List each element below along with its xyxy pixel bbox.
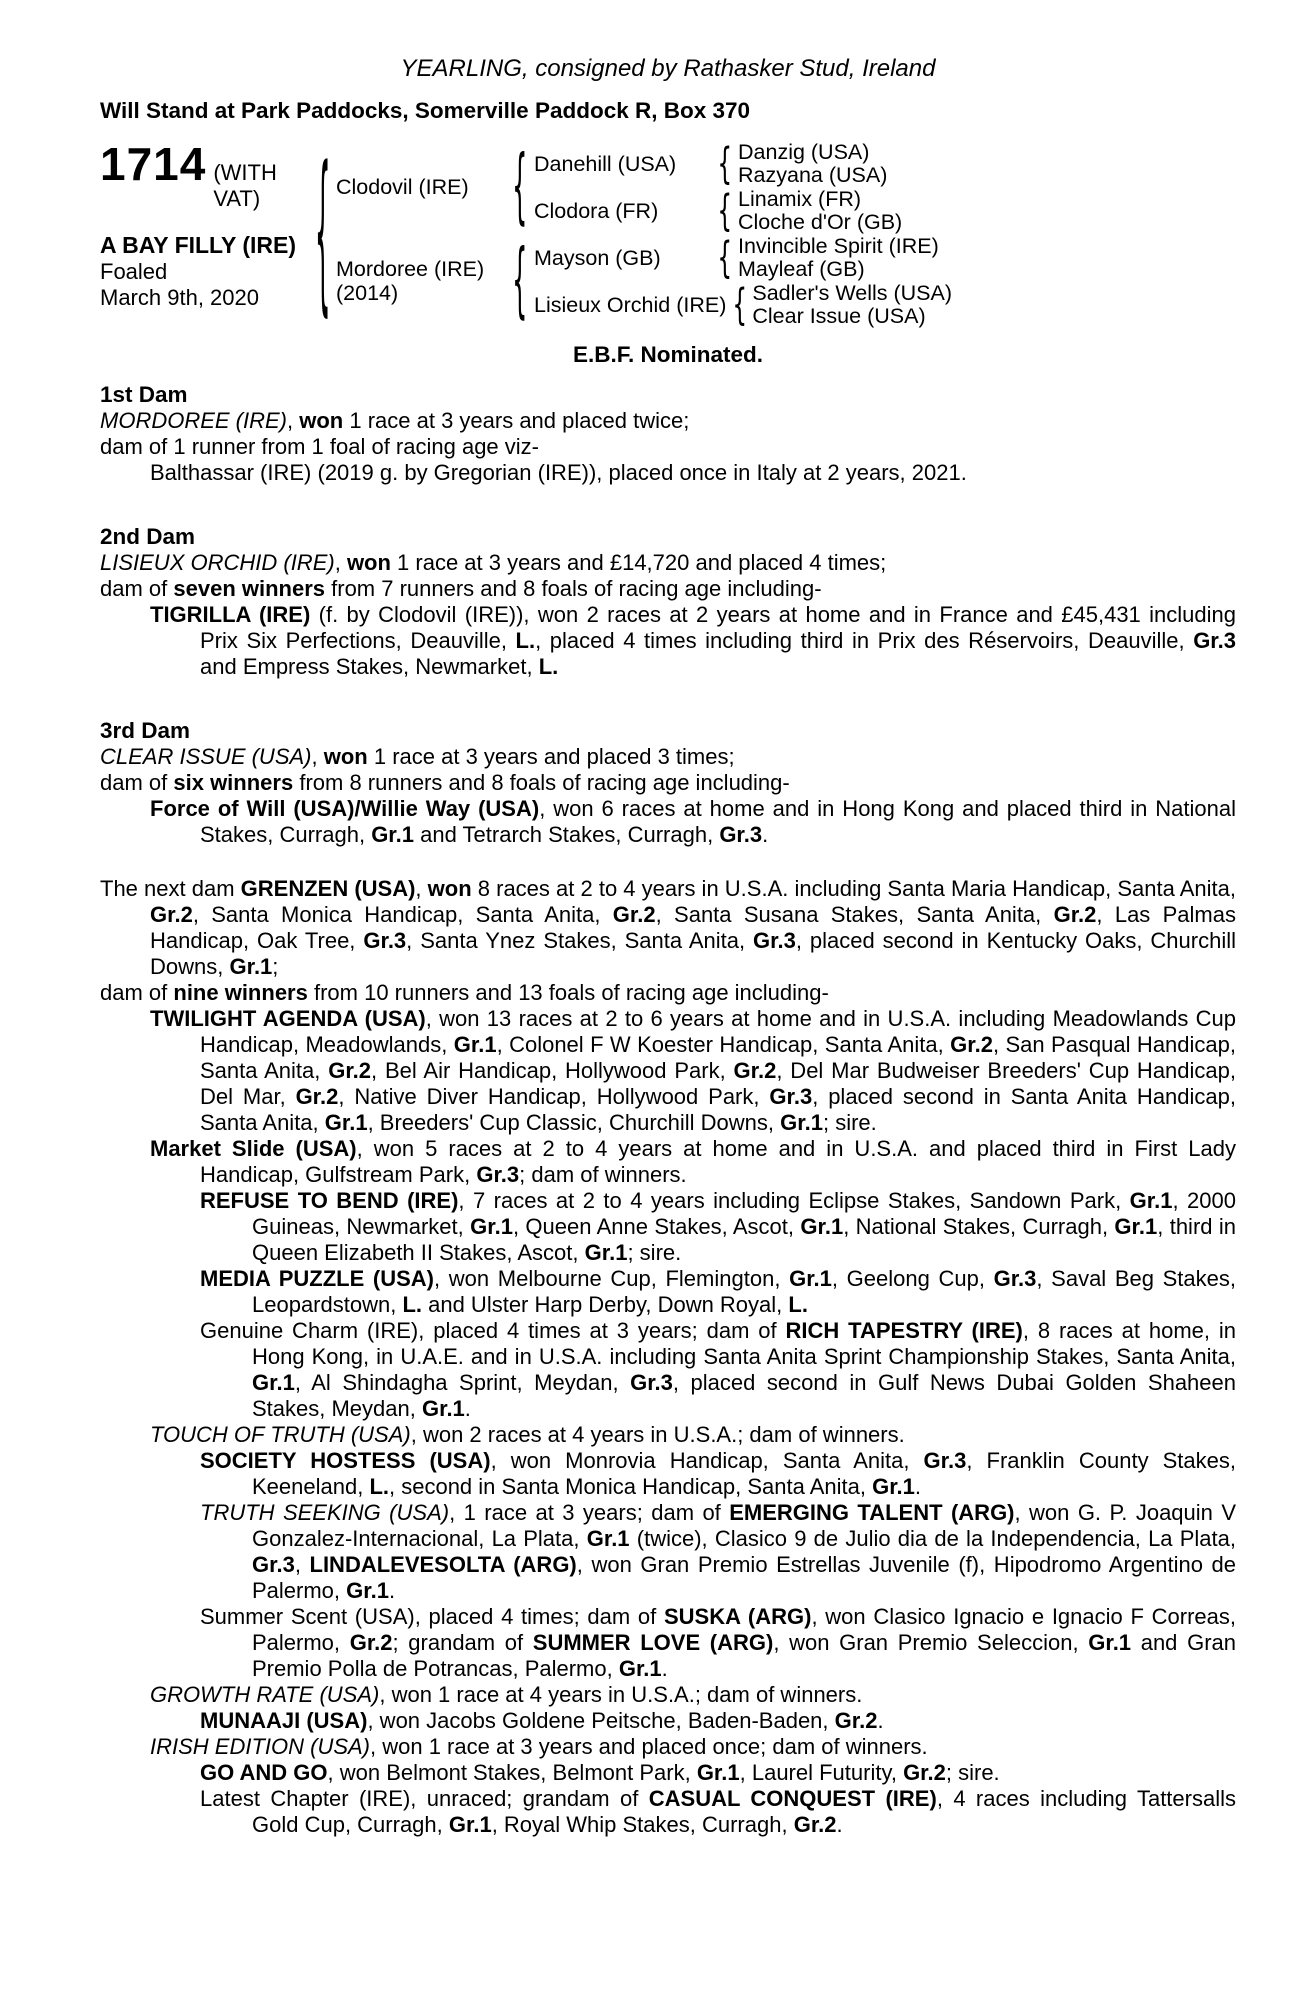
text-segment: Gr.1 bbox=[584, 1240, 628, 1265]
text-segment: EMERGING TALENT (ARG) bbox=[729, 1500, 1015, 1525]
text-segment: . bbox=[388, 1578, 396, 1603]
text-segment: Gr.1 bbox=[789, 1266, 832, 1291]
catalogue-paragraph bbox=[150, 796, 1236, 848]
text-segment: dam of bbox=[100, 576, 174, 601]
catalogue-paragraph bbox=[200, 1604, 1236, 1682]
gen3-name: Linamix (FR) bbox=[738, 186, 862, 211]
text-segment: , placed second in Kentucky Oaks, Churchill Downs, bbox=[150, 928, 1237, 979]
text-segment: LISIEUX ORCHID (IRE) bbox=[100, 550, 335, 575]
catalogue-section bbox=[100, 382, 1236, 486]
catalogue-section bbox=[100, 718, 1236, 848]
text-segment: Gr.2 bbox=[1053, 902, 1097, 927]
gen3-name: Clear Issue (USA) bbox=[752, 303, 926, 328]
catalogue-section bbox=[100, 524, 1236, 680]
pedigree-brace: { bbox=[717, 139, 733, 188]
text-segment: Gr.2 bbox=[150, 902, 193, 927]
text-segment: Gr.2 bbox=[950, 1032, 993, 1057]
text-segment: Gr.3 bbox=[1193, 628, 1236, 653]
gen3-name: Cloche d'Or (GB) bbox=[738, 209, 903, 234]
text-segment: Gr.2 bbox=[793, 1812, 837, 1837]
text-segment: , 2000 Guineas, Newmarket, bbox=[252, 1188, 1236, 1239]
text-segment: Gr.1 bbox=[252, 1370, 295, 1395]
text-segment: dam of bbox=[100, 770, 174, 795]
text-segment: from 8 runners and 8 foals of racing age including- bbox=[293, 770, 790, 795]
text-segment: TOUCH OF TRUTH (USA) bbox=[150, 1422, 411, 1447]
text-segment: IRISH EDITION (USA) bbox=[150, 1734, 371, 1759]
text-segment: TRUTH SEEKING (USA) bbox=[200, 1500, 450, 1525]
text-segment: Gr.1 bbox=[872, 1474, 915, 1499]
text-segment: , Santa Ynez Stakes, Santa Anita, bbox=[406, 928, 754, 953]
text-segment: The next dam bbox=[100, 876, 241, 901]
sire-name: Clodovil (IRE) bbox=[336, 175, 469, 199]
text-segment: Gr.1 bbox=[1114, 1214, 1158, 1239]
catalogue-paragraph bbox=[200, 1318, 1236, 1422]
text-segment: Gr.2 bbox=[612, 902, 656, 927]
text-segment: , 7 races at 2 to 4 years including Eclipse Stakes, Sandown Park, bbox=[458, 1188, 1130, 1213]
text-segment: Gr.1 bbox=[453, 1032, 497, 1057]
text-segment: , Geelong Cup, bbox=[831, 1266, 994, 1291]
text-segment: Gr.1 bbox=[618, 1656, 662, 1681]
text-segment: LINDALEVESOLTA (ARG) bbox=[309, 1552, 577, 1577]
text-segment: CLEAR ISSUE (USA) bbox=[100, 744, 312, 769]
text-segment: Gr.2 bbox=[349, 1630, 393, 1655]
gen3-name: Sadler's Wells (USA) bbox=[752, 280, 953, 305]
text-segment: ; sire. bbox=[822, 1110, 877, 1135]
gen3-name: Mayleaf (GB) bbox=[738, 256, 865, 281]
catalogue-paragraph bbox=[100, 550, 1236, 576]
text-segment: and Empress Stakes, Newmarket, bbox=[200, 654, 539, 679]
text-segment: , bbox=[294, 1552, 310, 1577]
catalogue-paragraph bbox=[200, 1188, 1236, 1266]
text-segment: Market Slide (USA) bbox=[150, 1136, 357, 1161]
text-segment: , Queen Anne Stakes, Ascot, bbox=[512, 1214, 801, 1239]
text-segment: dam of 1 runner from 1 foal of racing age viz- bbox=[100, 434, 539, 459]
text-segment: , won Jacobs Goldene Peitsche, Baden-Baden, bbox=[367, 1708, 835, 1733]
text-segment: (f. by Clodovil (IRE)), won 2 races at 2 years at home and in France and £45,431 including Prix Six Perfections, Deauville, bbox=[200, 602, 1236, 653]
text-segment: MORDOREE (IRE) bbox=[100, 408, 287, 433]
text-segment: Gr.1 bbox=[470, 1214, 513, 1239]
text-segment: Force of Will (USA)/Willie Way (USA) bbox=[150, 796, 540, 821]
pedigree-brace: { bbox=[717, 233, 733, 282]
sire-sire-name: Danehill (USA) bbox=[534, 151, 677, 176]
text-segment: , Santa Monica Handicap, Santa Anita, bbox=[192, 902, 613, 927]
text-segment: MUNAAJI (USA) bbox=[200, 1708, 368, 1733]
text-segment: Gr.1 bbox=[800, 1214, 844, 1239]
text-segment: Gr.1 bbox=[448, 1812, 492, 1837]
catalogue-paragraph bbox=[150, 1422, 1236, 1448]
text-segment: L. bbox=[515, 628, 536, 653]
text-segment: Gr.2 bbox=[733, 1058, 777, 1083]
text-segment: seven winners bbox=[173, 576, 326, 601]
text-segment: SOCIETY HOSTESS (USA) bbox=[200, 1448, 491, 1473]
text-segment: , won 1 race at 4 years in U.S.A.; dam of winners. bbox=[379, 1682, 863, 1707]
catalogue-paragraph bbox=[100, 408, 1236, 434]
text-segment: . bbox=[836, 1812, 843, 1837]
text-segment: Gr.3 bbox=[753, 928, 796, 953]
text-segment: , placed second in Santa Anita Handicap, Santa Anita, bbox=[200, 1084, 1236, 1135]
text-segment: dam of bbox=[100, 980, 174, 1005]
text-segment: Gr.1 bbox=[780, 1110, 823, 1135]
catalogue-paragraph bbox=[100, 576, 1236, 602]
pedigree-block bbox=[100, 133, 1236, 335]
pedigree-brace: { bbox=[717, 186, 733, 235]
text-segment: , bbox=[334, 550, 347, 575]
text-segment: , Royal Whip Stakes, Curragh, bbox=[491, 1812, 794, 1837]
text-segment: , won 2 races at 4 years in U.S.A.; dam of winners. bbox=[410, 1422, 905, 1447]
catalogue-section bbox=[100, 876, 1236, 1838]
ebf-nominated-line: E.B.F. Nominated. bbox=[572, 342, 764, 367]
text-segment: Gr.3 bbox=[630, 1370, 673, 1395]
text-segment: Gr.1 bbox=[324, 1110, 368, 1135]
catalogue-paragraph bbox=[100, 434, 1236, 460]
text-segment: , won Belmont Stakes, Belmont Park, bbox=[327, 1760, 697, 1785]
catalogue-paragraph bbox=[150, 1734, 1236, 1760]
text-segment: Gr.1 bbox=[421, 1396, 465, 1421]
text-segment: TWILIGHT AGENDA (USA) bbox=[150, 1006, 426, 1031]
text-segment: Gr.3 bbox=[719, 822, 763, 847]
text-segment: and Tetrarch Stakes, Curragh, bbox=[414, 822, 720, 847]
consignor-line: YEARLING, consigned by Rathasker Stud, Ireland bbox=[400, 55, 936, 82]
text-segment: , National Stakes, Curragh, bbox=[843, 1214, 1115, 1239]
text-segment: , 1 race at 3 years; dam of bbox=[449, 1500, 730, 1525]
text-segment: , Saval Beg Stakes, Leopardstown, bbox=[252, 1266, 1236, 1317]
text-segment: won bbox=[427, 876, 472, 901]
text-segment: , Breeders' Cup Classic, Churchill Downs, bbox=[367, 1110, 781, 1135]
catalogue-paragraph bbox=[150, 1136, 1236, 1188]
text-segment: ; grandam of bbox=[392, 1630, 533, 1655]
dam-section-heading: 2nd Dam bbox=[100, 524, 196, 549]
catalogue-paragraph bbox=[150, 1006, 1236, 1136]
text-segment: 1 race at 3 years and £14,720 and placed 4 times; bbox=[390, 550, 887, 575]
sire-branch bbox=[336, 140, 1236, 234]
text-segment: , won Monrovia Handicap, Santa Anita, bbox=[490, 1448, 924, 1473]
dam-section-heading: 1st Dam bbox=[100, 382, 188, 407]
text-segment: 1 race at 3 years and placed 3 times; bbox=[367, 744, 735, 769]
sire-dam-name: Clodora (FR) bbox=[534, 198, 659, 223]
text-segment: six winners bbox=[173, 770, 294, 795]
text-segment: Gr.3 bbox=[363, 928, 407, 953]
text-segment: nine winners bbox=[173, 980, 308, 1005]
text-segment: ; dam of winners. bbox=[519, 1162, 687, 1187]
text-segment: , won G. P. Joaquin V Gonzalez-Internacional, La Plata, bbox=[252, 1500, 1236, 1551]
text-segment: GROWTH RATE (USA) bbox=[150, 1682, 380, 1707]
pedigree-chart bbox=[336, 140, 1236, 328]
text-segment: Gr.2 bbox=[903, 1760, 946, 1785]
text-segment: , placed 4 times including third in Prix des Réservoirs, Deauville, bbox=[535, 628, 1194, 653]
pedigree-brace: { bbox=[731, 280, 747, 329]
text-segment: Gr.1 bbox=[696, 1760, 740, 1785]
lot-number: 1714 bbox=[100, 138, 207, 190]
text-segment: L. bbox=[369, 1474, 389, 1499]
text-segment: CASUAL CONQUEST (IRE) bbox=[648, 1786, 937, 1811]
text-segment: Gr.1 bbox=[346, 1578, 389, 1603]
text-segment: , Santa Susana Stakes, Santa Anita, bbox=[655, 902, 1054, 927]
text-segment: , third in Queen Elizabeth II Stakes, Ascot, bbox=[252, 1214, 1236, 1265]
text-segment: and Gran Premio Polla de Potrancas, Palermo, bbox=[252, 1630, 1236, 1681]
catalogue-paragraph bbox=[100, 744, 1236, 770]
text-segment: ; bbox=[272, 954, 279, 979]
catalogue-paragraph bbox=[100, 876, 1236, 980]
text-segment: . bbox=[464, 1396, 471, 1421]
text-segment: Gr.3 bbox=[923, 1448, 967, 1473]
text-segment: GRENZEN (USA) bbox=[240, 876, 416, 901]
text-segment: , Bel Air Handicap, Hollywood Park, bbox=[371, 1058, 734, 1083]
text-segment: Gr.3 bbox=[476, 1162, 520, 1187]
text-segment: Gr.1 bbox=[1129, 1188, 1173, 1213]
text-segment: , won 1 race at 3 years and placed once; dam of winners. bbox=[370, 1734, 928, 1759]
text-segment: L. bbox=[788, 1292, 808, 1317]
catalogue-paragraph bbox=[200, 1708, 1236, 1734]
text-segment: SUSKA (ARG) bbox=[664, 1604, 812, 1629]
catalogue-paragraph bbox=[150, 602, 1236, 680]
text-segment: . bbox=[762, 822, 769, 847]
text-segment: Latest Chapter (IRE), unraced; grandam of bbox=[200, 1786, 649, 1811]
text-segment: Gr.1 bbox=[1088, 1630, 1132, 1655]
text-segment: , won 13 races at 2 to 6 years at home and in U.S.A. including Meadowlands Cup Handicap, Meadowlands, bbox=[200, 1006, 1236, 1057]
text-segment: SUMMER LOVE (ARG) bbox=[532, 1630, 774, 1655]
text-segment: , won Clasico Ignacio e Ignacio F Correas, Palermo, bbox=[252, 1604, 1236, 1655]
text-segment: , Laurel Futurity, bbox=[739, 1760, 904, 1785]
text-segment: REFUSE TO BEND (IRE) bbox=[200, 1188, 459, 1213]
text-segment: , Al Shindagha Sprint, Meydan, bbox=[294, 1370, 631, 1395]
text-segment: Gr.3 bbox=[769, 1084, 813, 1109]
catalogue-paragraph bbox=[200, 1266, 1236, 1318]
text-segment: , bbox=[287, 408, 300, 433]
catalogue-paragraph bbox=[100, 980, 1236, 1006]
text-segment: , won Gran Premio Seleccion, bbox=[773, 1630, 1089, 1655]
pedigree-brace-dam: { bbox=[512, 233, 528, 329]
text-segment: , won Melbourne Cup, Flemington, bbox=[434, 1266, 790, 1291]
catalogue-paragraph bbox=[200, 1500, 1236, 1604]
text-segment: Gr.1 bbox=[229, 954, 273, 979]
text-segment: GO AND GO bbox=[200, 1760, 328, 1785]
text-segment: Gr.2 bbox=[328, 1058, 372, 1083]
catalogue-sections bbox=[100, 382, 1236, 1838]
text-segment: , second in Santa Monica Handicap, Santa Anita, bbox=[389, 1474, 873, 1499]
text-segment: , placed second in Gulf News Dubai Golden Shaheen Stakes, Meydan, bbox=[252, 1370, 1236, 1421]
text-segment: from 10 runners and 13 foals of racing age including- bbox=[307, 980, 829, 1005]
dam-sire-name: Mayson (GB) bbox=[534, 245, 661, 270]
text-segment: Summer Scent (USA), placed 4 times; dam of bbox=[200, 1604, 664, 1629]
catalogue-paragraph bbox=[100, 770, 1236, 796]
text-segment: Genuine Charm (IRE), placed 4 times at 3 years; dam of bbox=[200, 1318, 786, 1343]
text-segment: L. bbox=[402, 1292, 422, 1317]
dam-year: (2014) bbox=[336, 281, 399, 305]
text-segment: (twice), Clasico 9 de Julio dia de la Independencia, La Plata, bbox=[629, 1526, 1237, 1551]
catalogue-paragraph bbox=[150, 1682, 1236, 1708]
gen3-name: Danzig (USA) bbox=[738, 139, 870, 164]
text-segment: , 4 races including Tattersalls Gold Cup, Curragh, bbox=[252, 1786, 1236, 1837]
text-segment: Gr.1 bbox=[586, 1526, 630, 1551]
text-segment: TIGRILLA (IRE) bbox=[150, 602, 311, 627]
dam-section-heading: 3rd Dam bbox=[100, 718, 191, 743]
text-segment: . bbox=[877, 1708, 884, 1733]
text-segment: Gr.1 bbox=[371, 822, 414, 847]
text-segment: won bbox=[323, 744, 368, 769]
text-segment: , Del Mar Budweiser Breeders' Cup Handicap, Del Mar, bbox=[200, 1058, 1236, 1109]
text-segment: , bbox=[415, 876, 428, 901]
text-segment: Gr.3 bbox=[993, 1266, 1037, 1291]
text-segment: RICH TAPESTRY (IRE) bbox=[785, 1318, 1023, 1343]
text-segment: , Franklin County Stakes, Keeneland, bbox=[252, 1448, 1237, 1499]
text-segment: Gr.3 bbox=[252, 1552, 295, 1577]
text-segment: ; sire. bbox=[627, 1240, 682, 1265]
foaled-date: March 9th, 2020 bbox=[100, 285, 259, 310]
text-segment: won bbox=[346, 550, 391, 575]
text-segment: , Colonel F W Koester Handicap, Santa Anita, bbox=[496, 1032, 951, 1057]
text-segment: , won 6 races at home and in Hong Kong and placed third in National Stakes, Curragh, bbox=[200, 796, 1236, 847]
catalogue-paragraph bbox=[200, 1760, 1236, 1786]
pedigree-brace-sire: { bbox=[512, 139, 528, 235]
text-segment: , 8 races at home, in Hong Kong, in U.A.E. and in U.S.A. including Santa Anita Sprint Championship Stakes, Santa Anita, bbox=[252, 1318, 1237, 1369]
text-segment: 1 race at 3 years and placed twice; bbox=[343, 408, 690, 433]
catalogue-paragraph bbox=[200, 1448, 1236, 1500]
text-segment: , Native Diver Handicap, Hollywood Park, bbox=[338, 1084, 770, 1109]
text-segment: Gr.2 bbox=[834, 1708, 878, 1733]
catalogue-paragraph bbox=[150, 460, 1236, 486]
text-segment: , won Gran Premio Estrellas Juvenile (f), Hipodromo Argentino de Palermo, bbox=[252, 1552, 1236, 1603]
text-segment: won bbox=[299, 408, 344, 433]
vat-note: (WITH VAT) bbox=[213, 160, 277, 211]
gen3-name: Invincible Spirit (IRE) bbox=[738, 233, 939, 258]
text-segment: MEDIA PUZZLE (USA) bbox=[200, 1266, 435, 1291]
text-segment: ; sire. bbox=[945, 1760, 1000, 1785]
pedigree-brace-main: { bbox=[315, 133, 331, 335]
dam-branch bbox=[336, 234, 1236, 328]
text-segment: from 7 runners and 8 foals of racing age including- bbox=[325, 576, 822, 601]
text-segment: , bbox=[311, 744, 324, 769]
text-segment: Gr.2 bbox=[295, 1084, 339, 1109]
gen3-name: Razyana (USA) bbox=[738, 162, 888, 187]
dam-name: Mordoree (IRE) bbox=[336, 257, 485, 281]
dam-dam-name: Lisieux Orchid (IRE) bbox=[534, 292, 727, 317]
stand-location-line: Will Stand at Park Paddocks, Somerville Paddock R, Box 370 bbox=[100, 98, 751, 123]
text-segment: , Las Palmas Handicap, Oak Tree, bbox=[150, 902, 1236, 953]
text-segment: , won 5 races at 2 to 4 years at home and in U.S.A. and placed third in First Lady Handicap, Gulfstream Park, bbox=[200, 1136, 1236, 1187]
text-segment: L. bbox=[538, 654, 559, 679]
text-segment: 8 races at 2 to 4 years in U.S.A. including Santa Maria Handicap, Santa Anita, bbox=[471, 876, 1236, 901]
text-segment: . bbox=[661, 1656, 668, 1681]
text-segment: and Ulster Harp Derby, Down Royal, bbox=[422, 1292, 789, 1317]
text-segment: . bbox=[914, 1474, 922, 1499]
text-segment: , San Pasqual Handicap, Santa Anita, bbox=[200, 1032, 1236, 1083]
catalogue-paragraph bbox=[200, 1786, 1236, 1838]
text-segment: Balthassar (IRE) (2019 g. by Gregorian (IRE)), placed once in Italy at 2 years, 2021. bbox=[150, 460, 967, 485]
horse-name: A BAY FILLY (IRE) bbox=[100, 232, 296, 258]
foaled-label: Foaled bbox=[100, 259, 168, 284]
lot-info bbox=[100, 140, 310, 328]
